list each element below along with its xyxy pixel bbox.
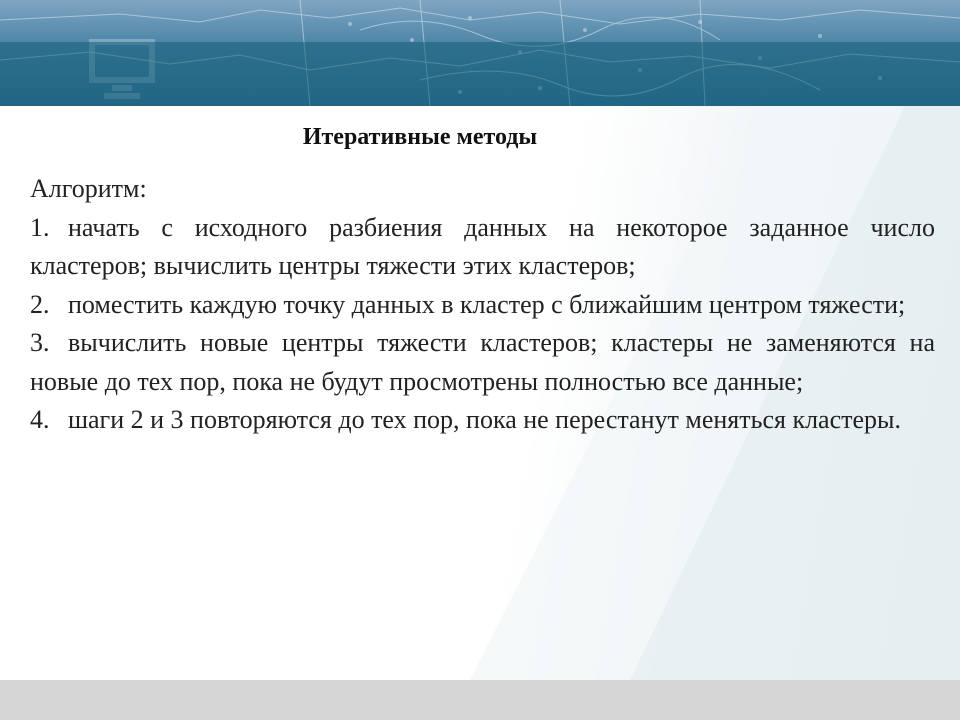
step-number: 4.	[30, 405, 50, 434]
footer-bar	[0, 680, 960, 720]
header-stripe	[0, 42, 960, 106]
algorithm-intro: Алгоритм:	[30, 174, 147, 203]
step-text: шаги 2 и 3 повторяются до тех пор, пока не перестанут меняться кластеры.	[68, 405, 902, 434]
step-number: 1.	[30, 212, 50, 242]
step-item	[30, 401, 935, 440]
step-text: поместить каждую точку данных в кластер с ближайшим центром тяжести;	[68, 289, 906, 319]
step-number: 3.	[30, 328, 50, 357]
slide-title: Итеративные методы	[302, 124, 538, 150]
header-banner	[0, 0, 960, 106]
step-text: начать с исходного разбиения данных на некоторое заданное число кластеров; вычислить центры тяжести этих кластеров;	[30, 212, 935, 280]
algorithm-content	[30, 170, 935, 440]
step-number: 2.	[30, 289, 50, 319]
step-text: вычислить новые центры тяжести кластеров; кластеры не заменяются на новые до тех пор, пока не будут просмотрены полностью все данные;	[30, 328, 935, 396]
step-item	[30, 286, 935, 325]
step-item	[30, 209, 935, 286]
step-item	[30, 324, 935, 401]
